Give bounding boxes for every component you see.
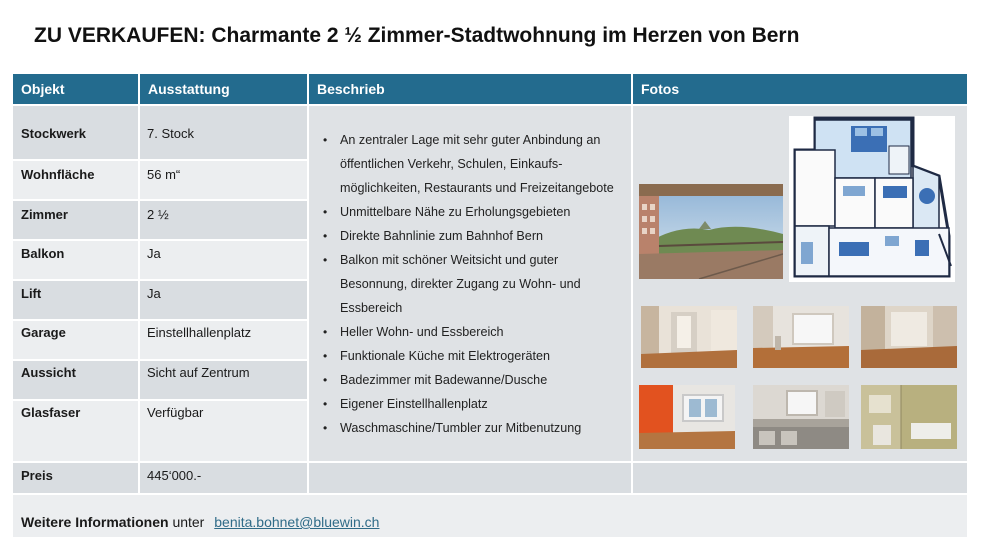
preis-empty-cell-fotos bbox=[633, 463, 967, 493]
description-item: • Heller Wohn- und Essbereich bbox=[317, 320, 623, 344]
description-list bbox=[317, 128, 623, 440]
row-label-wohnflaeche: Wohnfläche bbox=[13, 161, 138, 199]
row-value-lift: Ja bbox=[140, 281, 307, 319]
interior-photo-4 bbox=[639, 385, 735, 449]
row-label-garage: Garage bbox=[13, 321, 138, 359]
photos-cell bbox=[633, 106, 967, 461]
description-item: • Direkte Bahnlinie zum Bahnhof Bern bbox=[317, 224, 623, 248]
row-value-balkon: Ja bbox=[140, 241, 307, 279]
page-title: ZU VERKAUFEN: Charmante 2 ½ Zimmer-Stadtwohnung im Herzen von Bern bbox=[34, 24, 800, 47]
preis-empty-cell bbox=[309, 463, 631, 493]
row-value-wohnflaeche: 56 m“ bbox=[140, 161, 307, 199]
row-label-balkon: Balkon bbox=[13, 241, 138, 279]
header-fotos: Fotos bbox=[633, 74, 967, 104]
interior-photo-5 bbox=[753, 385, 849, 449]
interior-photo-1 bbox=[641, 306, 737, 368]
row-value-aussicht: Sicht auf Zentrum bbox=[140, 361, 307, 399]
row-value-stockwerk: 7. Stock bbox=[140, 106, 307, 159]
description-item: • Balkon mit schöner Weitsicht und guter Besonnung, direkter Zugang zu Wohn- und Essbereich bbox=[317, 248, 623, 320]
header-beschrieb: Beschrieb bbox=[309, 74, 631, 104]
row-value-garage: Einstellhallenplatz bbox=[140, 321, 307, 359]
header-objekt: Objekt bbox=[13, 74, 138, 104]
description-item: • Funktionale Küche mit Elektrogeräten bbox=[317, 344, 623, 368]
email-link[interactable]: benita.bohnet@bluewin.ch bbox=[214, 514, 380, 530]
description-item: • An zentraler Lage mit sehr guter Anbindung an öffentlichen Verkehr, Schulen, Einkaufs-möglichkeiten, Restaurants und Freizeitangebote bbox=[317, 128, 623, 200]
description-item: • Badezimmer mit Badewanne/Dusche bbox=[317, 368, 623, 392]
interior-photo-3 bbox=[861, 306, 957, 368]
row-label-stockwerk: Stockwerk bbox=[13, 106, 138, 159]
row-label-preis: Preis bbox=[13, 463, 138, 493]
row-value-glasfaser: Verfügbar bbox=[140, 401, 307, 461]
footer-label: Weitere Informationen bbox=[21, 514, 169, 530]
description-item: • Waschmaschine/Tumbler zur Mitbenutzung bbox=[317, 416, 623, 440]
description-cell bbox=[309, 106, 631, 461]
row-value-preis: 445‘000.- bbox=[140, 463, 307, 493]
row-label-aussicht: Aussicht bbox=[13, 361, 138, 399]
interior-photo-6 bbox=[861, 385, 957, 449]
description-item: • Unmittelbare Nähe zu Erholungsgebieten bbox=[317, 200, 623, 224]
header-ausstattung: Ausstattung bbox=[140, 74, 307, 104]
balcony-photo bbox=[639, 184, 783, 279]
row-value-zimmer: 2 ½ bbox=[140, 201, 307, 239]
floor-plan bbox=[789, 116, 955, 282]
row-label-glasfaser: Glasfaser bbox=[13, 401, 138, 461]
description-item: • Eigener Einstellhallenplatz bbox=[317, 392, 623, 416]
footer-info bbox=[13, 495, 967, 537]
row-label-zimmer: Zimmer bbox=[13, 201, 138, 239]
row-label-lift: Lift bbox=[13, 281, 138, 319]
interior-photo-2 bbox=[753, 306, 849, 368]
footer-text: unter bbox=[172, 514, 205, 530]
